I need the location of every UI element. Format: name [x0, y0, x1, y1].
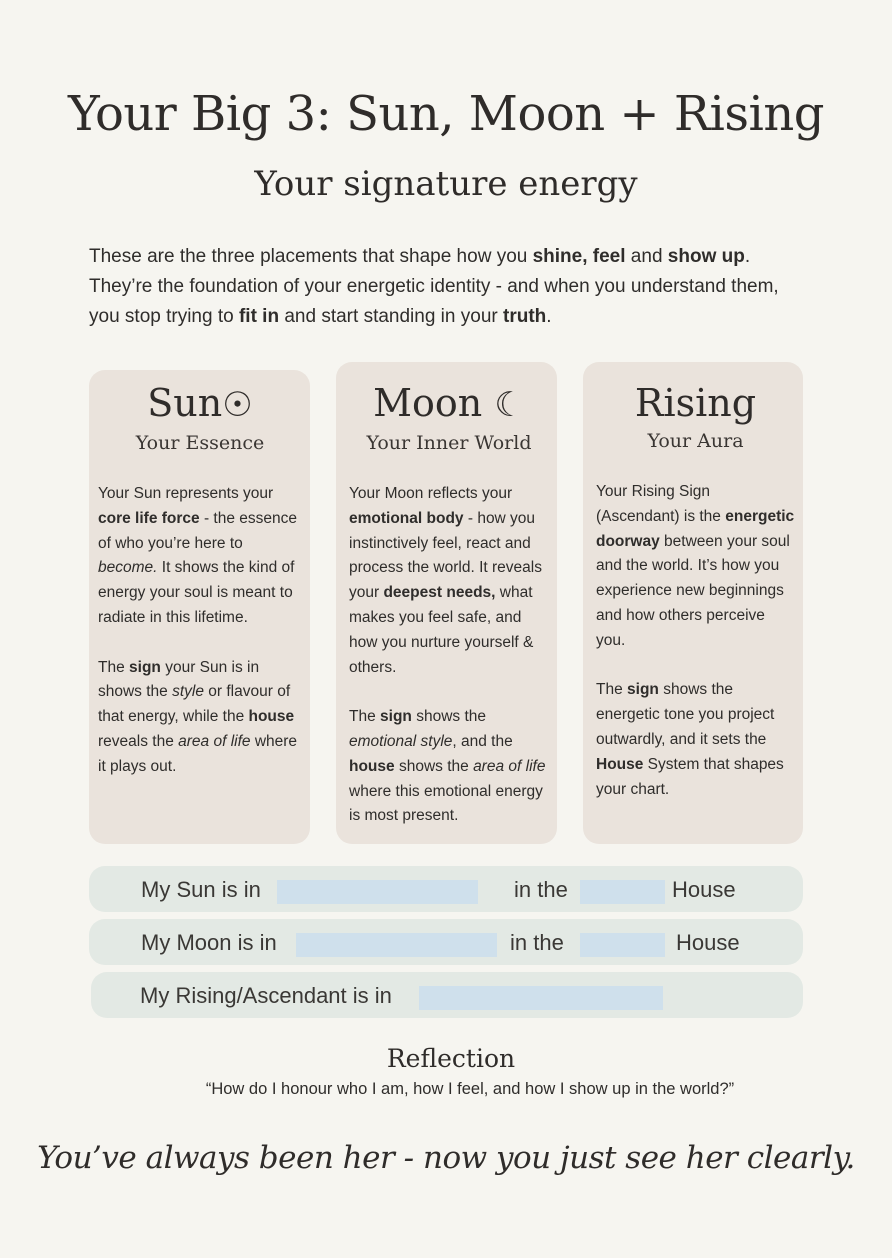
italic-text: area of life: [178, 732, 251, 750]
intro-text: . They’re the foundation of your energetic identity - and when you understand them, you stop trying to: [89, 246, 779, 327]
sun-card-subtitle: Your Essence: [135, 432, 265, 454]
sun-symbol-icon: ☉: [222, 385, 253, 425]
rising-card-title: Rising: [634, 381, 757, 425]
italic-text: become.: [98, 559, 158, 577]
text: where it plays out.: [98, 732, 298, 775]
italic-text: emotional style: [349, 732, 453, 750]
intro-text: and start standing in your: [279, 306, 503, 327]
sun-in-the-label: in the: [514, 877, 568, 902]
sun-house-input[interactable]: [580, 880, 665, 904]
rising-placement-row: [91, 972, 803, 1018]
bold-text: energetic doorway: [596, 507, 795, 550]
rising-card-subtitle: Your Aura: [647, 430, 744, 452]
text: The: [596, 681, 628, 699]
text: Your Moon reflects your: [349, 485, 513, 502]
bold-text: core life force: [98, 509, 200, 527]
intro-text: .: [546, 306, 552, 327]
intro-text: and: [625, 246, 668, 267]
moon-symbol-icon: ☾: [494, 385, 525, 425]
signoff-script: You’ve always been her - now you just see her clearly.: [37, 1140, 855, 1176]
rising-paragraph-2: [596, 678, 795, 802]
intro-text: These are the three placements that shape how you: [89, 246, 533, 267]
text: , and the: [452, 732, 513, 750]
page-subtitle: Your signature energy: [254, 164, 638, 204]
bold-text: house: [248, 708, 295, 726]
text: Your Sun represents your: [98, 485, 274, 502]
sun-row-label: My Sun is in: [141, 877, 261, 902]
rising-card-body: [596, 480, 795, 802]
moon-card-body: [349, 482, 549, 829]
sun-placement-row: [89, 866, 803, 912]
text: - the essence of who you’re here to: [98, 509, 298, 552]
text: where this emotional energy is most present.: [349, 782, 543, 825]
intro-bold: show up: [667, 246, 745, 267]
moon-placement-row: [89, 919, 803, 965]
text: or flavour of that energy, while the: [98, 683, 291, 726]
text: shows the: [411, 708, 486, 726]
moon-in-the-label: in the: [510, 930, 564, 955]
text: what makes you feel safe, and how you nurture yourself & others.: [349, 584, 534, 676]
moon-card-title: [349, 380, 549, 428]
rising-paragraph-1: [596, 480, 795, 654]
rising-sign-input[interactable]: [419, 986, 663, 1010]
moon-house-label: House: [676, 930, 740, 955]
sun-card-body: [98, 482, 302, 780]
bold-text: sign: [627, 681, 659, 699]
reflection-title: Reflection: [386, 1044, 516, 1073]
text: shows the energetic tone you project outwardly, and it sets the: [596, 681, 775, 748]
intro-bold: truth: [503, 306, 547, 327]
page-title: Your Big 3: Sun, Moon + Rising: [67, 86, 825, 142]
sun-house-label: House: [672, 877, 736, 902]
text: your Sun is in shows the: [98, 658, 260, 701]
text: reveals the: [98, 732, 179, 750]
sun-card: [89, 370, 310, 844]
bold-text: emotional body: [349, 509, 464, 527]
moon-house-input[interactable]: [580, 933, 665, 957]
text: - how you instinctively feel, react and process the world. It reveals your: [349, 509, 542, 602]
text: The: [349, 708, 381, 726]
moon-sign-input[interactable]: [296, 933, 497, 957]
bold-text: house: [349, 757, 395, 775]
bold-text: deepest needs,: [383, 584, 496, 602]
text: between your soul and the world. It’s how you experience new beginnings and how others perceive you.: [596, 532, 790, 649]
text: It shows the kind of energy your soul is meant to radiate in this lifetime.: [98, 559, 295, 626]
moon-paragraph-1: [349, 482, 549, 680]
text: System that shapes your chart.: [596, 755, 784, 798]
intro-bold: fit in: [238, 306, 280, 327]
moon-title-text: Moon: [373, 381, 483, 425]
moon-card: [336, 362, 557, 844]
moon-row-label: My Moon is in: [141, 930, 277, 955]
italic-text: area of life: [473, 757, 546, 775]
text: shows the: [394, 757, 474, 775]
sun-card-title: [98, 380, 302, 428]
sun-sign-input[interactable]: [277, 880, 478, 904]
bold-text: sign: [380, 708, 412, 726]
text: Your Rising Sign (Ascendant) is the: [596, 483, 726, 525]
sun-paragraph-2: [98, 656, 302, 780]
moon-paragraph-2: [349, 705, 549, 829]
moon-card-subtitle: Your Inner World: [366, 432, 532, 454]
bold-text: sign: [129, 658, 161, 676]
text: The: [98, 658, 130, 676]
intro-bold: shine, feel: [532, 246, 626, 267]
rising-card: [583, 362, 803, 844]
intro-paragraph: [89, 242, 809, 332]
sun-title-text: Sun: [147, 381, 223, 425]
reflection-quote: “How do I honour who I am, how I feel, and how I show up in the world?”: [205, 1080, 735, 1098]
sun-paragraph-1: [98, 482, 302, 631]
italic-text: style: [172, 683, 204, 701]
rising-row-label: My Rising/Ascendant is in: [140, 983, 392, 1008]
bold-text: House: [596, 755, 644, 773]
